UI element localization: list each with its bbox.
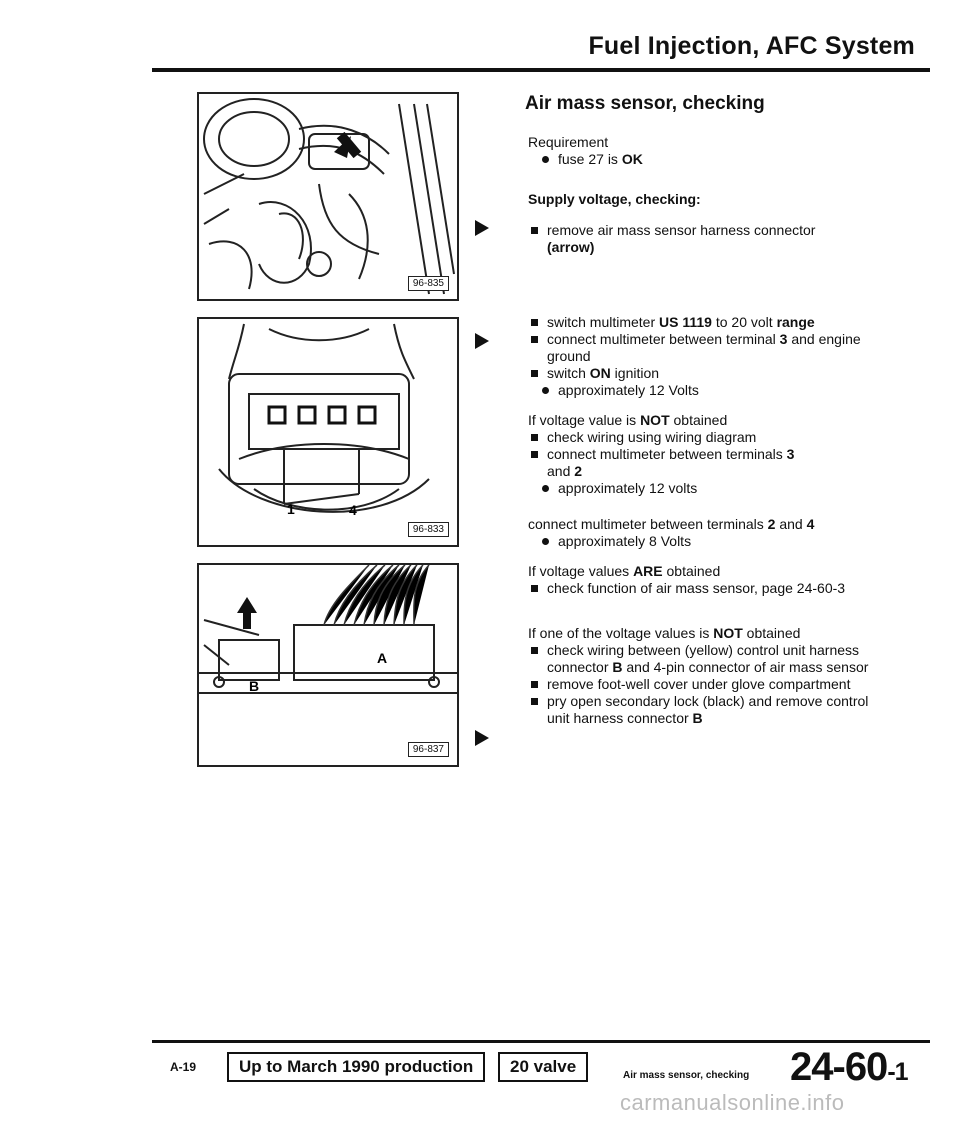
step-text: remove air mass sensor harness connector xyxy=(547,222,816,238)
figure-number: 96-835 xyxy=(408,276,449,291)
bullet-square xyxy=(531,434,538,441)
page-number-main: 24-60 xyxy=(790,1045,888,1089)
bullet-square xyxy=(531,681,538,688)
bullet-square xyxy=(531,585,538,592)
bullet-dot xyxy=(542,538,549,545)
block-connect-2-4: connect multimeter between terminals 2 and 4 approximately 8 Volts xyxy=(528,516,815,549)
requirement-heading: Requirement xyxy=(528,134,609,150)
expected-result: approximately 8 Volts xyxy=(558,533,692,549)
expected-result: approximately 12 volts xyxy=(558,480,698,496)
page-header-title: Fuel Injection, AFC System xyxy=(588,32,915,60)
bullet-dot xyxy=(542,387,549,394)
bullet-square xyxy=(531,319,538,326)
step-multimeter-setup: switch multimeter US 1119 to 20 volt range connect multimeter between terminal 3 and engine ground switch ON ignition approximately 12 Volts xyxy=(528,314,888,399)
pointer-arrow xyxy=(475,333,489,349)
section-title: Air mass sensor, checking xyxy=(525,93,765,114)
figure-control-unit xyxy=(197,563,459,767)
bullet-square xyxy=(531,336,538,343)
connector-illustration xyxy=(199,319,457,545)
engine-bay-illustration xyxy=(199,94,457,299)
check-wiring-text: check wiring using wiring diagram xyxy=(547,429,757,445)
pin-label-4: 4 xyxy=(349,502,357,518)
footer-rule xyxy=(152,1040,930,1043)
figure-engine-bay xyxy=(197,92,459,301)
bullet-square xyxy=(531,698,538,705)
bullet-square xyxy=(531,451,538,458)
bullet-dot xyxy=(542,156,549,163)
page-number-sub: -1 xyxy=(887,1058,908,1086)
connector-label-b: B xyxy=(249,678,260,694)
connector-label-a: A xyxy=(377,650,388,666)
figure-number: 96-837 xyxy=(408,742,449,757)
bullet-dot xyxy=(542,485,549,492)
header-rule xyxy=(152,68,930,72)
pin-label-1: 1 xyxy=(287,501,295,517)
control-unit-illustration xyxy=(199,565,457,765)
requirement-block xyxy=(528,134,888,168)
bullet-square xyxy=(531,227,538,234)
pointer-arrow xyxy=(475,730,489,746)
footer-code: A-19 xyxy=(170,1060,197,1074)
fuse-text: fuse 27 is xyxy=(558,151,622,167)
block-not-obtained-2: If one of the voltage values is NOT obtained check wiring between (yellow) control unit harness connector B and 4-pin connector of air mass sensor remove foot-well cover under glove compartment pry open secondary lock (black) and remove control unit harness connector B xyxy=(528,625,869,726)
bullet-square xyxy=(531,370,538,377)
bullet-square xyxy=(531,647,538,654)
page-number xyxy=(790,1045,908,1090)
step-remove-connector xyxy=(528,222,888,256)
figure-number: 96-833 xyxy=(408,522,449,537)
block-obtained: If voltage values ARE obtained check function of air mass sensor, page 24-60-3 xyxy=(528,563,846,596)
pointer-arrow xyxy=(475,220,489,236)
fuse-status: OK xyxy=(621,151,643,167)
block-not-obtained-1: If voltage value is NOT obtained check wiring using wiring diagram connect multimeter between terminals 3 and 2 approximately 12 volts xyxy=(528,412,795,496)
footer-section-name: Air mass sensor, checking xyxy=(623,1070,750,1081)
expected-result: approximately 12 Volts xyxy=(558,382,699,398)
requirement-item xyxy=(528,151,888,168)
figure-connector-4pin xyxy=(197,317,459,547)
watermark: carmanualsonline.info xyxy=(620,1090,845,1115)
remove-cover-text: remove foot-well cover under glove compartment xyxy=(547,676,851,692)
valve-box: 20 valve xyxy=(498,1052,588,1082)
check-function-text: check function of air mass sensor, page 24-60-3 xyxy=(547,580,846,596)
step-emphasis: (arrow) xyxy=(547,239,595,255)
supply-voltage-heading: Supply voltage, checking: xyxy=(528,191,701,207)
production-box: Up to March 1990 production xyxy=(227,1052,485,1082)
